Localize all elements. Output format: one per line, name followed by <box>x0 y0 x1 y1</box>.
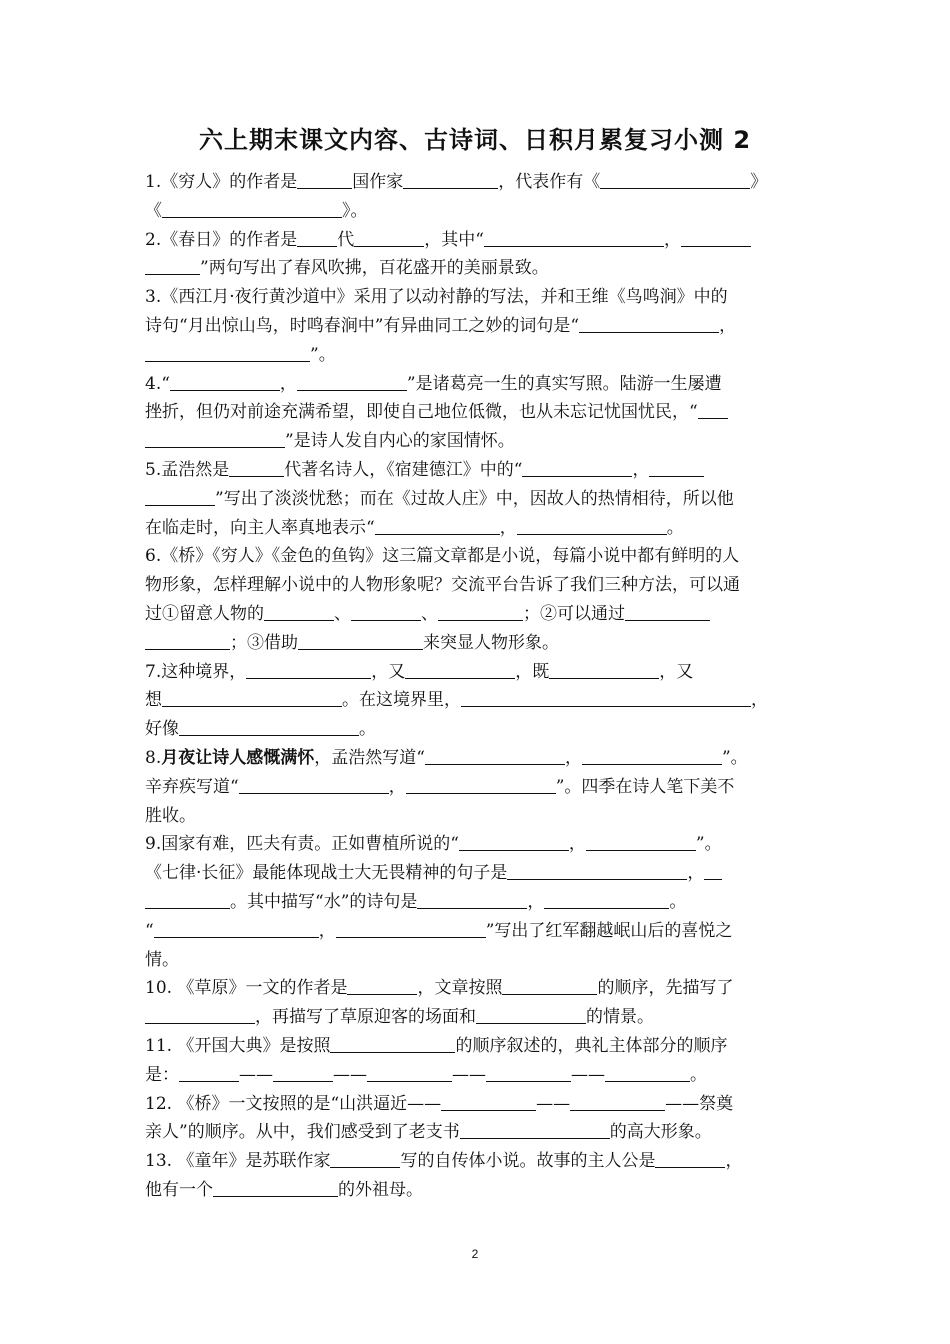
text: ， <box>719 315 737 336</box>
text: 挫折，但仍对前途充满希望，即使自己地位低微，也从未忘记忧国忧民，“ <box>145 402 698 423</box>
text: 。在这境界里， <box>342 690 461 711</box>
text: ， <box>568 834 586 855</box>
text-line <box>145 370 807 399</box>
emphasis-text: 月夜让诗人感慨满怀 <box>161 747 315 768</box>
blank <box>605 1063 690 1082</box>
text: ”。 <box>310 344 336 365</box>
text-line <box>145 1003 807 1032</box>
blank <box>502 976 597 995</box>
blank <box>367 1063 452 1082</box>
text: ”。 <box>695 834 722 855</box>
blank <box>438 602 523 621</box>
text: ”。 <box>721 747 748 768</box>
text: 《 <box>145 200 162 221</box>
blank <box>264 602 334 621</box>
text-line <box>145 686 807 715</box>
text: ， <box>279 373 297 394</box>
text: 好像 <box>145 719 179 740</box>
text: 《七律·长征》最能体现战士大无畏精神的句子是 <box>145 863 508 884</box>
text: —— <box>333 1064 367 1085</box>
text-line <box>145 571 807 600</box>
question-list <box>145 168 807 1205</box>
blank <box>459 832 569 851</box>
text: ，再描写了草原迎客的场面和 <box>255 1007 476 1028</box>
blank <box>406 775 556 794</box>
text-line <box>145 888 807 917</box>
blank <box>145 343 310 362</box>
blank <box>405 660 515 679</box>
text: 。 <box>666 517 684 538</box>
text: ， <box>527 891 545 912</box>
blank <box>273 1063 333 1082</box>
text: 8. <box>145 747 162 768</box>
text-line <box>145 1118 807 1147</box>
blank <box>213 1178 338 1197</box>
text-line <box>145 917 807 946</box>
text: 6.《桥》《穷人》《金色的鱼钩》这三篇文章都是小说，每篇小说中都有鲜明的人 <box>145 546 740 567</box>
text: 12. 《桥》一文按照的是“山洪逼近—— <box>145 1093 442 1114</box>
text: ，其中“ <box>424 229 484 250</box>
blank <box>484 228 664 247</box>
text: ”。四季在诗人笔下美不 <box>555 776 735 797</box>
text-line <box>145 744 807 773</box>
text: 亲人”的顺序。从中，我们感受到了老支书 <box>145 1122 460 1143</box>
text: 想 <box>145 690 162 711</box>
blank <box>246 660 371 679</box>
text-line <box>145 830 807 859</box>
text: ， <box>663 229 681 250</box>
blank <box>347 976 417 995</box>
text: 9.国家有难，匹夫有责。正如曹植所说的“ <box>145 834 459 855</box>
text-line <box>145 254 807 283</box>
text: 》。 <box>342 200 368 221</box>
blank <box>403 170 498 189</box>
blank <box>586 832 696 851</box>
text: 》 <box>750 172 768 192</box>
text-line <box>145 658 807 687</box>
text: 。 <box>669 891 687 912</box>
text: 国作家 <box>352 172 404 192</box>
text: 13. 《童年》是苏联作家 <box>145 1151 331 1172</box>
text: 物形象，怎样理解小说中的人物形象呢？交流平台告诉了我们三种方法，可以通 <box>145 575 740 596</box>
text-line <box>145 341 807 370</box>
text-line <box>145 1176 807 1205</box>
page-number: 2 <box>471 1247 479 1261</box>
text: ”写出了红军翻越岷山后的喜悦之 <box>485 920 733 941</box>
text: 情。 <box>145 949 179 970</box>
text: ， <box>632 459 650 480</box>
blank <box>170 372 280 391</box>
blank <box>145 1005 255 1024</box>
text: 3.《西江月·夜行黄沙道中》采用了以动衬静的写法，并和王维《鸟鸣涧》中的 <box>145 287 728 308</box>
text-line <box>145 226 807 255</box>
blank <box>476 1005 586 1024</box>
blank <box>417 890 527 909</box>
text: 5.孟浩然是 <box>145 459 230 480</box>
text: 10. 《草原》一文的作者是 <box>145 978 348 999</box>
blank <box>145 631 230 650</box>
text-line <box>145 456 807 485</box>
text: 的顺序，先描写了 <box>597 978 734 999</box>
text-line <box>145 197 807 226</box>
text: 7.这种境界， <box>145 661 247 682</box>
text-line <box>145 802 807 831</box>
text: ；②可以通过 <box>523 603 625 624</box>
text-line <box>145 1090 807 1119</box>
text: ， <box>564 747 582 768</box>
blank <box>351 602 421 621</box>
blank <box>297 170 352 189</box>
blank <box>681 228 751 247</box>
text: 辛弃疾写道“ <box>145 776 239 797</box>
blank <box>425 746 565 765</box>
text: ；③借助 <box>230 632 298 653</box>
blank <box>154 919 319 938</box>
text-line <box>145 629 807 658</box>
text: 的情景。 <box>586 1007 654 1028</box>
text: 。其中描写“水”的诗句是 <box>230 891 418 912</box>
text-line <box>145 283 807 312</box>
blank <box>330 1034 455 1053</box>
blank <box>517 516 667 535</box>
text-line <box>145 715 807 744</box>
blank <box>655 1149 725 1168</box>
text: 代 <box>337 229 355 250</box>
blank <box>549 660 659 679</box>
text: ”是诸葛亮一生的真实写照。陆游一生屡遭 <box>406 373 722 394</box>
blank <box>354 228 424 247</box>
blank <box>698 400 728 419</box>
blank <box>570 1092 665 1111</box>
text: “ <box>145 920 154 941</box>
text: ，又 <box>659 661 694 682</box>
text-line <box>145 514 807 543</box>
blank <box>582 746 722 765</box>
blank <box>179 717 359 736</box>
text: 是： <box>145 1064 179 1085</box>
text: ”两句写出了春风吹拂，百花盛开的美丽景致。 <box>200 258 549 279</box>
text-line <box>145 398 807 427</box>
blank <box>507 861 687 880</box>
page-title: 六上期末课文内容、古诗词、日积月累复习小测 2 <box>198 126 752 154</box>
blank <box>625 602 710 621</box>
text: ， <box>751 690 768 711</box>
text: ， <box>318 920 336 941</box>
blank <box>375 516 500 535</box>
text: —— <box>571 1064 605 1085</box>
text: 、 <box>334 603 351 624</box>
text: ，又 <box>371 661 406 682</box>
text-line <box>145 1032 807 1061</box>
text: 胜收。 <box>145 805 196 826</box>
text: 、 <box>421 603 438 624</box>
blank <box>297 228 337 247</box>
text: —— <box>239 1064 273 1085</box>
text: ， <box>725 1151 743 1172</box>
text: 的顺序叙述的，典礼主体部分的顺序 <box>455 1035 728 1056</box>
text: 过①留意人物的 <box>145 603 264 624</box>
text: 代著名诗人，《宿建德江》中的“ <box>284 459 523 480</box>
text-line <box>145 1061 807 1090</box>
text-line <box>145 485 807 514</box>
text-line <box>145 427 807 456</box>
text-line <box>145 974 807 1003</box>
blank <box>579 314 719 333</box>
blank <box>298 631 423 650</box>
text: ”是诗人发自内心的家国情怀。 <box>285 431 515 452</box>
text: ，孟浩然写道“ <box>314 747 425 768</box>
text: 1.《穷人》的作者是 <box>145 172 298 192</box>
text-line <box>145 1147 807 1176</box>
text: 在临走时，向主人率真地表示“ <box>145 517 375 538</box>
blank <box>229 458 284 477</box>
text-line <box>145 773 807 802</box>
blank <box>704 861 722 880</box>
blank <box>330 1149 400 1168</box>
text: 4.“ <box>145 373 170 394</box>
blank <box>297 372 407 391</box>
text: ——祭奠 <box>665 1093 734 1114</box>
text: 诗句“月出惊山鸟，时鸣春涧中”有异曲同工之妙的词句是“ <box>145 315 580 336</box>
text: ”写出了淡淡忧愁；而在《过故人庄》中，因故人的热情相待，所以他 <box>215 488 734 509</box>
text-line <box>145 859 807 888</box>
text: 来突显人物形象。 <box>423 632 559 653</box>
text: 的高大形象。 <box>609 1122 712 1143</box>
blank <box>179 1063 239 1082</box>
text: 他有一个 <box>145 1179 213 1200</box>
text: 2.《春日》的作者是 <box>145 229 298 250</box>
blank <box>544 890 669 909</box>
blank <box>441 1092 536 1111</box>
blank <box>600 170 750 189</box>
text: 。 <box>690 1064 707 1085</box>
text-line <box>145 312 807 341</box>
text: ，文章按照 <box>417 978 503 999</box>
text: ， <box>687 863 705 884</box>
blank <box>649 458 704 477</box>
blank <box>162 688 342 707</box>
blank <box>336 919 486 938</box>
text-line <box>145 168 807 197</box>
text: ， <box>499 517 517 538</box>
text-line <box>145 600 807 629</box>
blank <box>145 256 200 275</box>
text: ，代表作有《 <box>498 172 601 192</box>
text: —— <box>536 1093 571 1114</box>
blank <box>145 429 285 448</box>
text: 的外祖母。 <box>338 1179 423 1200</box>
text-line <box>145 542 807 571</box>
blank <box>145 487 215 506</box>
blank <box>522 458 632 477</box>
text: ， <box>388 776 406 797</box>
text: ，既 <box>515 661 550 682</box>
text: 写的自传体小说。故事的主人公是 <box>400 1151 656 1172</box>
blank <box>461 688 751 707</box>
blank <box>460 1120 610 1139</box>
text: 。 <box>359 719 376 740</box>
text: 11. 《开国大典》是按照 <box>145 1035 331 1056</box>
blank <box>145 890 230 909</box>
text-line <box>145 946 807 975</box>
blank <box>162 199 342 218</box>
text: —— <box>452 1064 486 1085</box>
blank <box>239 775 389 794</box>
blank <box>486 1063 571 1082</box>
